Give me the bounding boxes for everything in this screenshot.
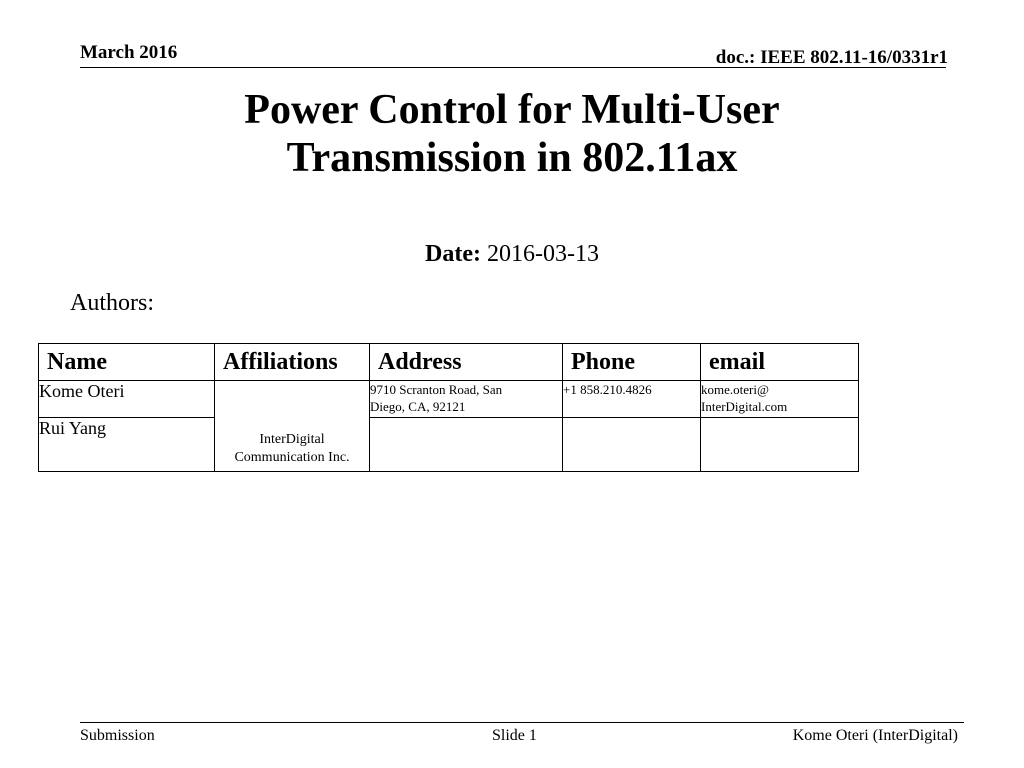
- author-name: Rui Yang: [39, 418, 215, 472]
- author-phone: +1 858.210.4826: [563, 381, 701, 418]
- title-line-2: Transmission in 802.11ax: [286, 135, 738, 181]
- date-line: [0, 241, 1024, 268]
- author-affiliation: [215, 381, 370, 472]
- header-name: Name: [39, 344, 215, 381]
- email-line-2: InterDigital.com: [701, 399, 788, 414]
- header-affiliations: Affiliations: [215, 344, 370, 381]
- authors-label: Authors:: [70, 290, 154, 316]
- author-name: Kome Oteri: [39, 381, 215, 418]
- footer-submission: Submission: [80, 727, 155, 744]
- authors-table: [38, 343, 859, 472]
- affiliation-line-2: Communication Inc.: [234, 450, 350, 465]
- author-email: [701, 418, 859, 472]
- table-row: [39, 418, 859, 472]
- footer-divider: [80, 722, 964, 723]
- author-address: [370, 418, 563, 472]
- table-row: [39, 381, 859, 418]
- email-line-1: kome.oteri@: [701, 382, 769, 397]
- author-address: [370, 381, 563, 418]
- header-doc-number: doc.: IEEE 802.11-16/0331r1: [715, 47, 948, 68]
- table-header-row: [39, 344, 859, 381]
- address-line-2: Diego, CA, 92121: [370, 399, 466, 414]
- author-phone: [563, 418, 701, 472]
- footer-slide-number: Slide 1: [492, 727, 537, 744]
- header-address: Address: [370, 344, 563, 381]
- author-email: [701, 381, 859, 418]
- slide-title: [0, 86, 1024, 182]
- header-date: March 2016: [80, 42, 178, 63]
- date-label: Date:: [425, 241, 481, 267]
- title-line-1: Power Control for Multi-User: [244, 87, 780, 133]
- address-line-1: 9710 Scranton Road, San: [370, 382, 503, 397]
- affiliation-line-1: InterDigital: [259, 432, 325, 447]
- header-divider: [80, 67, 946, 68]
- header-phone: Phone: [563, 344, 701, 381]
- date-value: 2016-03-13: [480, 241, 599, 267]
- header-email: email: [701, 344, 859, 381]
- footer-author: Kome Oteri (InterDigital): [792, 727, 958, 744]
